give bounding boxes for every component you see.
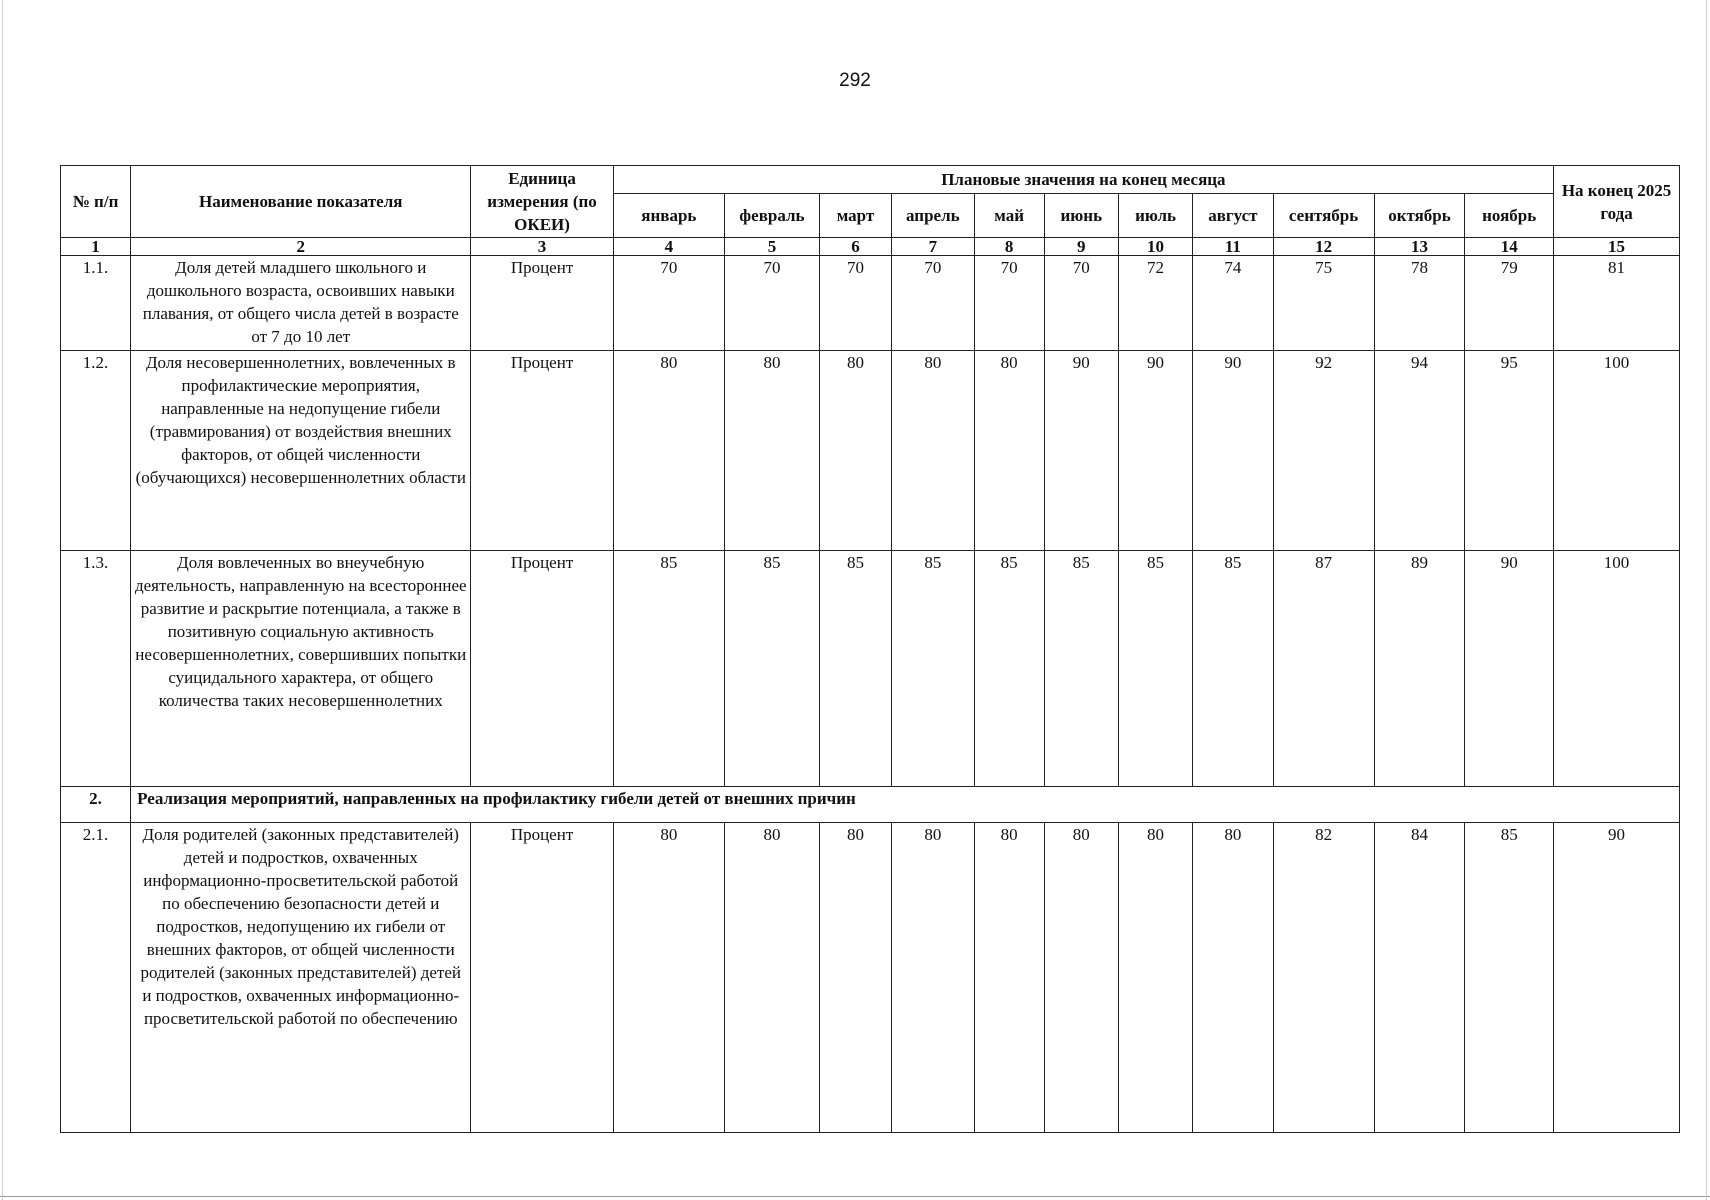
page-number: 292 (839, 70, 871, 91)
value-cell: 85 (1465, 823, 1554, 1133)
column-number: 3 (471, 238, 613, 256)
row-num: 1.2. (61, 351, 131, 551)
unit-cell: Процент (471, 551, 613, 787)
value-cell: 89 (1374, 551, 1465, 787)
value-cell: 80 (974, 823, 1044, 1133)
value-cell: 75 (1273, 256, 1374, 351)
value-cell: 90 (1193, 351, 1273, 551)
value-cell: 79 (1465, 256, 1554, 351)
value-cell: 70 (1044, 256, 1118, 351)
value-cell: 95 (1465, 351, 1554, 551)
indicator-name: Доля родителей (законных представителей) детей и подростков, охваченных информационно-просветительской работой по обеспечению безопасности детей и подростков, недопущению их гибели от внешних факторов, от общей численности родителей (законных представителей) детей и подростков, охваченных информационно-просветительской работой по обеспечению (131, 823, 471, 1133)
header-month: апрель (892, 194, 974, 238)
column-number: 10 (1118, 238, 1192, 256)
column-number: 13 (1374, 238, 1465, 256)
column-number: 1 (61, 238, 131, 256)
header-end-year: На конец 2025 года (1554, 166, 1680, 238)
row-num: 2.1. (61, 823, 131, 1133)
value-cell: 70 (613, 256, 724, 351)
value-cell: 85 (1044, 551, 1118, 787)
value-cell: 85 (892, 551, 974, 787)
value-cell: 85 (819, 551, 891, 787)
scan-edge-left (2, 0, 3, 1200)
value-cell: 85 (725, 551, 820, 787)
indicator-name: Доля детей младшего школьного и дошкольного возраста, освоивших навыки плавания, от общего числа детей в возрасте от 7 до 10 лет (131, 256, 471, 351)
scan-artifact-line (0, 1196, 1710, 1197)
table-row (61, 351, 1680, 551)
value-cell: 70 (725, 256, 820, 351)
indicator-name: Доля несовершеннолетних, вовлеченных в профилактические мероприятия, направленные на недопущение гибели (травмирования) от воздействия внешних факторов, от общей численности (обучающихся) несовершеннолетних области (131, 351, 471, 551)
value-cell: 85 (1193, 551, 1273, 787)
value-cell: 80 (1193, 823, 1273, 1133)
value-cell: 85 (974, 551, 1044, 787)
value-cell: 70 (819, 256, 891, 351)
value-cell: 80 (819, 351, 891, 551)
value-cell: 80 (613, 823, 724, 1133)
column-number: 5 (725, 238, 820, 256)
unit-cell: Процент (471, 351, 613, 551)
header-month: июль (1118, 194, 1192, 238)
column-number: 8 (974, 238, 1044, 256)
value-cell: 80 (1044, 823, 1118, 1133)
column-number: 7 (892, 238, 974, 256)
column-number: 9 (1044, 238, 1118, 256)
table-row (61, 256, 1680, 351)
section-title: Реализация мероприятий, направленных на профилактику гибели детей от внешних причин (131, 787, 1680, 823)
header-month: февраль (725, 194, 820, 238)
header-month: март (819, 194, 891, 238)
header-month: май (974, 194, 1044, 238)
value-cell: 80 (1118, 823, 1192, 1133)
indicators-table (60, 165, 1680, 1133)
header-num: № п/п (61, 166, 131, 238)
value-cell: 70 (974, 256, 1044, 351)
value-cell: 74 (1193, 256, 1273, 351)
value-cell: 85 (613, 551, 724, 787)
end-year-cell: 90 (1554, 823, 1680, 1133)
value-cell: 80 (613, 351, 724, 551)
unit-cell: Процент (471, 823, 613, 1133)
row-num: 1.3. (61, 551, 131, 787)
column-number: 12 (1273, 238, 1374, 256)
value-cell: 80 (725, 351, 820, 551)
value-cell: 92 (1273, 351, 1374, 551)
header-plan-group: Плановые значения на конец месяца (613, 166, 1553, 194)
value-cell: 82 (1273, 823, 1374, 1133)
table-row (61, 823, 1680, 1133)
header-month: август (1193, 194, 1273, 238)
value-cell: 80 (974, 351, 1044, 551)
header-month: июнь (1044, 194, 1118, 238)
end-year-cell: 100 (1554, 351, 1680, 551)
row-num: 1.1. (61, 256, 131, 351)
value-cell: 70 (892, 256, 974, 351)
unit-cell: Процент (471, 256, 613, 351)
value-cell: 80 (819, 823, 891, 1133)
value-cell: 87 (1273, 551, 1374, 787)
value-cell: 80 (725, 823, 820, 1133)
section-row (61, 787, 1680, 823)
scan-edge-right (1706, 0, 1707, 1200)
column-number: 6 (819, 238, 891, 256)
column-number: 15 (1554, 238, 1680, 256)
column-number: 14 (1465, 238, 1554, 256)
column-number: 11 (1193, 238, 1273, 256)
value-cell: 90 (1118, 351, 1192, 551)
value-cell: 80 (892, 823, 974, 1133)
value-cell: 85 (1118, 551, 1192, 787)
section-num: 2. (61, 787, 131, 823)
value-cell: 84 (1374, 823, 1465, 1133)
table-row (61, 551, 1680, 787)
end-year-cell: 100 (1554, 551, 1680, 787)
value-cell: 80 (892, 351, 974, 551)
end-year-cell: 81 (1554, 256, 1680, 351)
value-cell: 72 (1118, 256, 1192, 351)
header-month: январь (613, 194, 724, 238)
header-month: октябрь (1374, 194, 1465, 238)
header-month: ноябрь (1465, 194, 1554, 238)
value-cell: 78 (1374, 256, 1465, 351)
value-cell: 90 (1465, 551, 1554, 787)
header-month: сентябрь (1273, 194, 1374, 238)
header-unit: Единица измерения (по ОКЕИ) (471, 166, 613, 238)
value-cell: 94 (1374, 351, 1465, 551)
column-number: 2 (131, 238, 471, 256)
header-name: Наименование показателя (131, 166, 471, 238)
value-cell: 90 (1044, 351, 1118, 551)
indicator-name: Доля вовлеченных во внеучебную деятельность, направленную на всестороннее развитие и раскрытие потенциала, а также в позитивную социальную активность несовершеннолетних, совершивших попытки суицидального характера, от общего количества таких несовершеннолетних (131, 551, 471, 787)
column-number: 4 (613, 238, 724, 256)
